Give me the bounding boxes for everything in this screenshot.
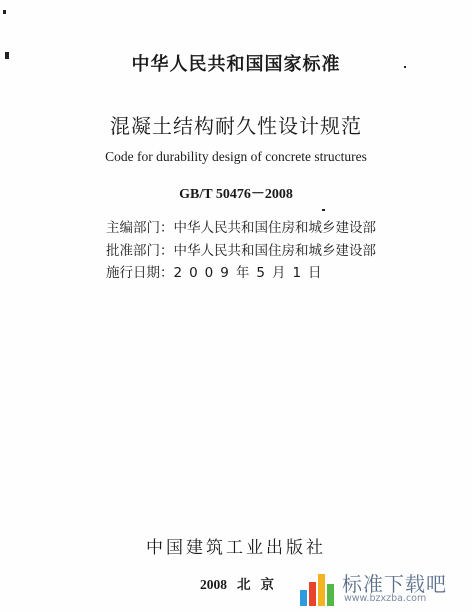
publication-city-1: 北 [237,577,251,592]
publication-year-place [200,573,274,593]
approver-label: 批准部门： [106,242,174,259]
scan-speck [3,10,6,14]
publisher-name: 中国建筑工业出版社 [146,538,326,558]
effective-date-label: 施行日期： [106,265,174,281]
publication-year: 2008 [200,577,227,592]
effective-date-value: 2009年5月1日 [173,265,329,281]
watermark [298,568,466,608]
document-title-english: Code for durability design of concrete structures [105,149,367,164]
approver-value: 中华人民共和国住房和城乡建设部 [173,242,376,259]
standard-number: GB/T 50476－2008 [179,187,293,202]
editor-row [106,217,376,240]
bar-chart-logo-icon [298,570,338,608]
approver-row [106,240,376,263]
editor-value: 中华人民共和国住房和城乡建设部 [173,220,376,236]
info-block [106,217,376,285]
document-title: 混凝土结构耐久性设计规范 [110,114,362,138]
watermark-site-name: 标准下载吧 [342,572,447,596]
editor-label: 主编部门： [106,220,174,236]
publication-city-2: 京 [260,577,274,592]
scan-speck [322,209,325,211]
watermark-url: www.bzxzba.com [344,593,427,604]
standard-type-heading: 中华人民共和国国家标准 [131,54,341,75]
effective-date-row [106,262,376,285]
